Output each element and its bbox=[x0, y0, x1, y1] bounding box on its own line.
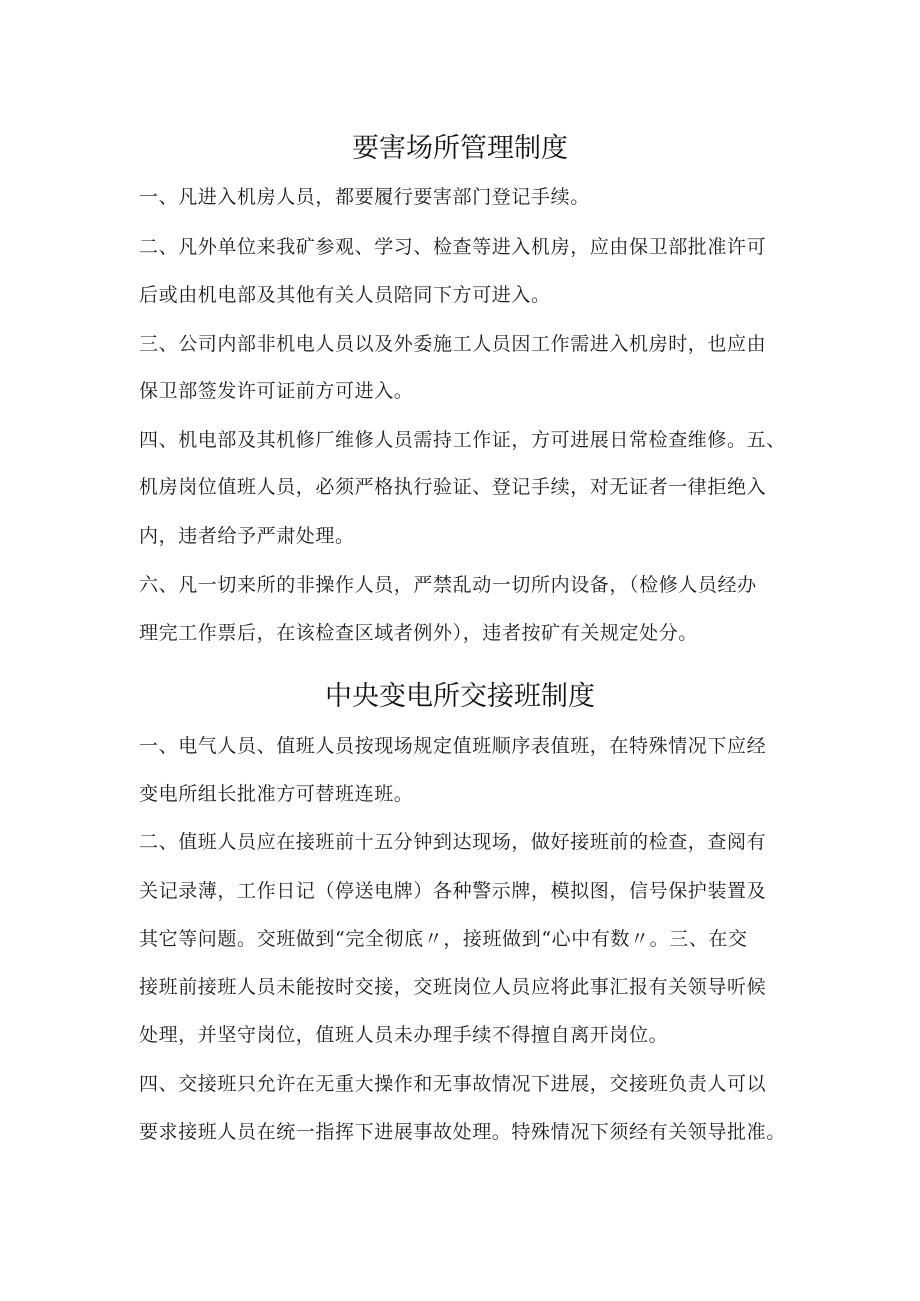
paragraph-line: 四、机电部及其机修厂维修人员需持工作证，方可进展日常检查维修。五、 bbox=[139, 429, 786, 451]
paragraph-line: 接班前接班人员未能按时交接，交班岗位人员应将此事汇报有关领导听候 bbox=[139, 976, 767, 998]
paragraph-line: 二、凡外单位来我矿参观、学习、检查等进入机房，应由保卫部批准许可 bbox=[139, 236, 767, 258]
paragraph-line: 六、凡一切来所的非操作人员，严禁乱动一切所内设备，（检修人员经办 bbox=[139, 574, 757, 596]
paragraph-line: 后或由机电部及其他有关人员陪同下方可进入。 bbox=[139, 284, 551, 306]
section-title-key-sites: 要害场所管理制度 bbox=[352, 133, 568, 164]
paragraph-line: 要求接班人员在统一指挥下进展事故处理。特殊情况下须经有关领导批准。 bbox=[139, 1121, 786, 1143]
paragraph-line: 保卫部签发许可证前方可进入。 bbox=[139, 380, 414, 402]
paragraph-line: 理完工作票后，在该检查区域者例外），违者按矿有关规定处分。 bbox=[139, 622, 698, 644]
paragraph-line: 处理，并坚守岗位，值班人员未办理手续不得擅自离开岗位。 bbox=[139, 1024, 669, 1046]
paragraph-line: 内，违者给予严肃处理。 bbox=[139, 525, 355, 547]
paragraph-line: 其它等问题。交班做到“完全彻底〃，接班做到“心中有数〃。三、在交 bbox=[139, 928, 748, 950]
paragraph-line: 关记录薄，工作日记（停送电牌）各种警示牌，模拟图，信号保护装置及 bbox=[139, 880, 767, 902]
paragraph-line: 二、值班人员应在接班前十五分钟到达现场，做好接班前的检查，查阅有 bbox=[139, 831, 767, 853]
paragraph-line: 三、公司内部非机电人员以及外委施工人员因工作需进入机房时，也应由 bbox=[139, 333, 767, 355]
paragraph-line: 机房岗位值班人员，必须严格执行验证、登记手续，对无证者一律拒绝入 bbox=[139, 476, 767, 498]
section-title-substation-shift: 中央变电所交接班制度 bbox=[325, 681, 595, 712]
paragraph-line: 一、凡进入机房人员，都要履行要害部门登记手续。 bbox=[139, 186, 590, 208]
paragraph-line: 四、交接班只允许在无重大操作和无事故情况下进展，交接班负责人可以 bbox=[139, 1073, 767, 1095]
paragraph-line: 一、电气人员、值班人员按现场规定值班顺序表值班，在特殊情况下应经 bbox=[139, 735, 767, 757]
paragraph-line: 变电所组长批准方可替班连班。 bbox=[139, 783, 414, 805]
